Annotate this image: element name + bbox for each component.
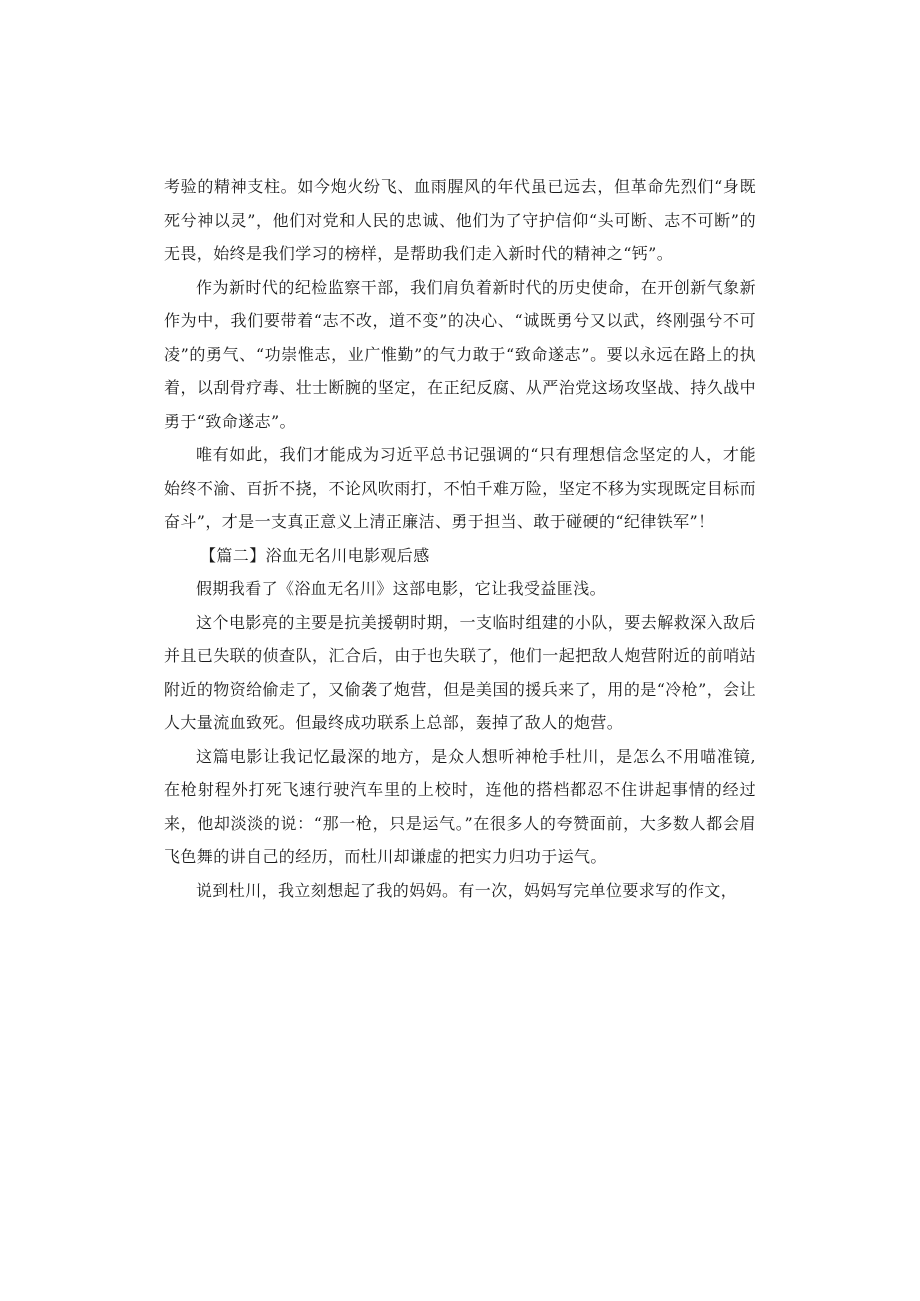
paragraph-plot: 这个电影亮的主要是抗美援朝时期，一支临时组建的小队，要去解救深入敌后并且已失联的侦查队，汇合后，由于也失联了，他们一起把敌人炮营附近的前哨站附近的物资给偷走了，又偷袭了炮营，但是美国的援兵来了，用的是“冷枪”，会让人大量流血致死。但最终成功联系上总部，轰掉了敌人的炮营。	[164, 612, 756, 732]
document-body	[164, 170, 756, 907]
paragraph-mother: 说到杜川，我立刻想起了我的妈妈。有一次，妈妈写完单位要求写的作文，	[196, 880, 738, 900]
paragraph-conclusion: 唯有如此，我们才能成为习近平总书记强调的“只有理想信念坚定的人，才能始终不渝、百折不挠，不论风吹雨打，不怕千难万险，坚定不移为实现既定目标而奋斗”，才是一支真正意义上清正廉洁、勇于担当、敢于碰硬的“纪律铁军”！	[164, 445, 756, 531]
paragraph-memory: 这篇电影让我记忆最深的地方，是众人想听神枪手杜川，是怎么不用喵准镜,在枪射程外打死飞速行驶汽车里的上校时，连他的搭档都忍不住讲起事情的经过来，他却淡淡的说：“那一枪，只是运气。”在很多人的夸赞面前，大多数人都会眉飞色舞的讲自己的经历，而杜川却谦虚的把实力归功于运气。	[164, 746, 756, 866]
paragraph-intro: 假期我看了《浴血无名川》这部电影，它让我受益匪浅。	[196, 579, 607, 598]
paragraph-continuation: 考验的精神支柱。如今炮火纷飞、血雨腥风的年代虽已远去，但革命先烈们“身既死兮神以灵”，他们对党和人民的忠诚、他们为了守护信仰“头可断、志不可断”的无畏，始终是我们学习的榜样，是帮助我们走入新时代的精神之“钙”。	[164, 177, 756, 263]
section-heading: 【篇二】浴血无名川电影观后感	[200, 545, 430, 565]
paragraph-mission: 作为新时代的纪检监察干部，我们肩负着新时代的历史使命，在开创新气象新作为中，我们要带着“志不改，道不变”的决心、“诚既勇兮又以武，终刚强兮不可凌”的勇气、“功崇惟志，业广惟勤”的气力敢于“致命遂志”。要以永远在路上的执着，以刮骨疗毒、壮士断腕的坚定，在正纪反腐、从严治党这场攻坚战、持久战中勇于“致命遂志”。	[164, 277, 756, 431]
